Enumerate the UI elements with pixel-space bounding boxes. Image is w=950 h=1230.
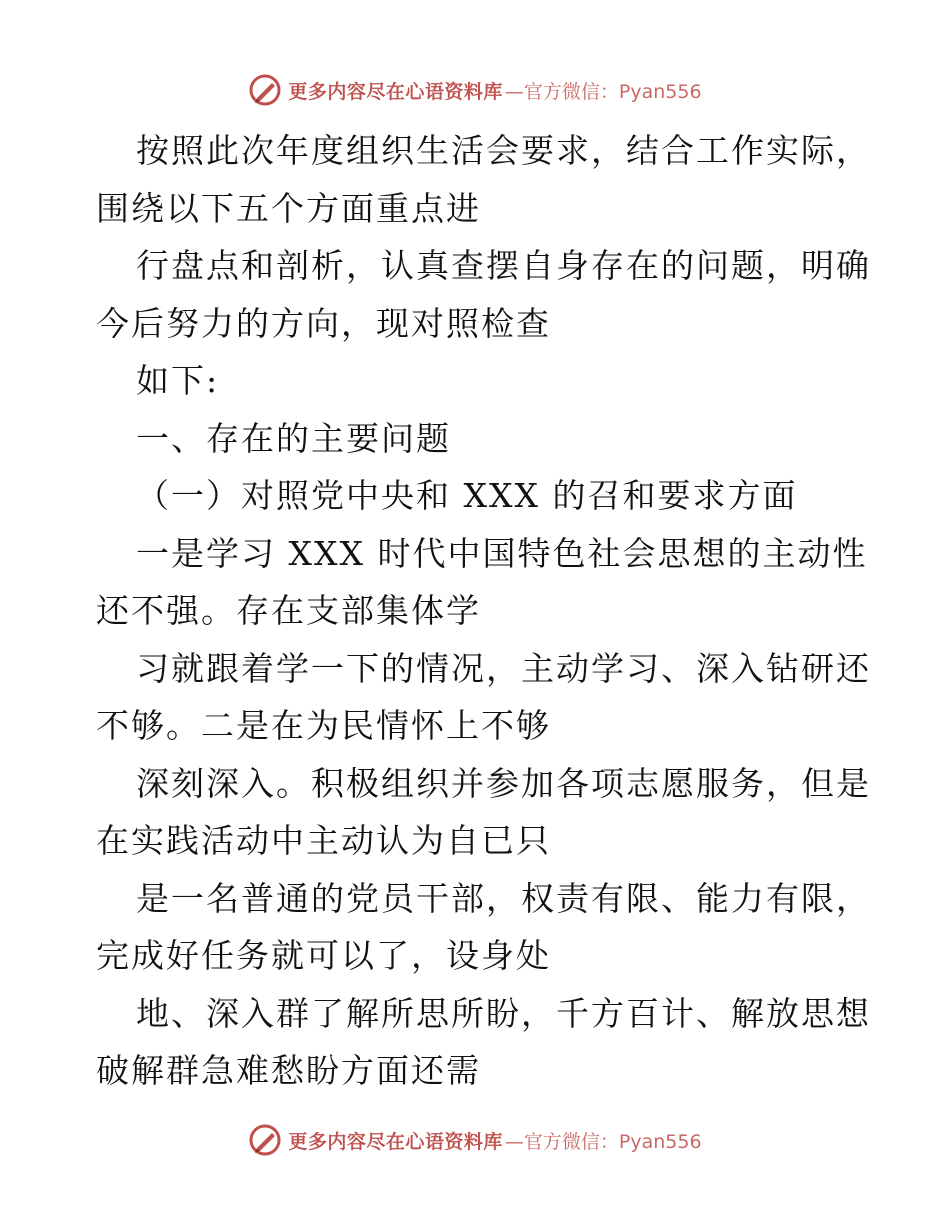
text-line: 行盘点和剖析，认真查摆自身存在的问题，明确 [136,246,871,285]
section-heading: 一、存在的主要问题 [136,418,451,458]
text-line: 如下: [136,361,220,400]
footer-banner [0,1120,950,1160]
text-line: 围绕以下五个方面重点进 [96,188,481,228]
pen-logo-icon [248,73,282,107]
document-body [96,122,871,1100]
text-line: 是一名普通的党员干部，权责有限、能力有限， [136,878,871,918]
text-line: 深刻深入。积极组织并参加各项志愿服务，但是 [136,763,871,803]
text-line: 一是学习 XXX 时代中国特色社会思想的主动性 [136,533,868,573]
text-line: 不够。二是在为民情怀上不够 [96,706,551,745]
banner-sub-text: —官方微信：Pyan556 [504,80,702,103]
header-banner [0,70,950,110]
banner-main-text: 更多内容尽在心语资料库 [288,80,503,103]
text-line: 习就跟着学一下的情况，主动学习、深入钻研还 [136,648,871,688]
banner-sub-text: —官方微信：Pyan556 [504,1130,702,1153]
text-line: 在实践活动中主动认为自已只 [96,821,551,860]
text-line: 完成好任务就可以了，设身处 [96,936,551,975]
text-line: 按照此次年度组织生活会要求，结合工作实际， [136,131,871,170]
text-line: 今后努力的方向，现对照检查 [96,303,551,343]
banner-main-text: 更多内容尽在心语资料库 [288,1130,503,1153]
text-line: 破解群急难愁盼方面还需 [96,1051,481,1090]
text-line: 地、深入群了解所思所盼，千方百计、解放思想 [136,993,871,1033]
subsection-heading: （一）对照党中央和 XXX 的召和要求方面 [136,476,798,515]
text-line: 还不强。存在支部集体学 [96,591,481,630]
pen-logo-icon [248,1123,282,1157]
